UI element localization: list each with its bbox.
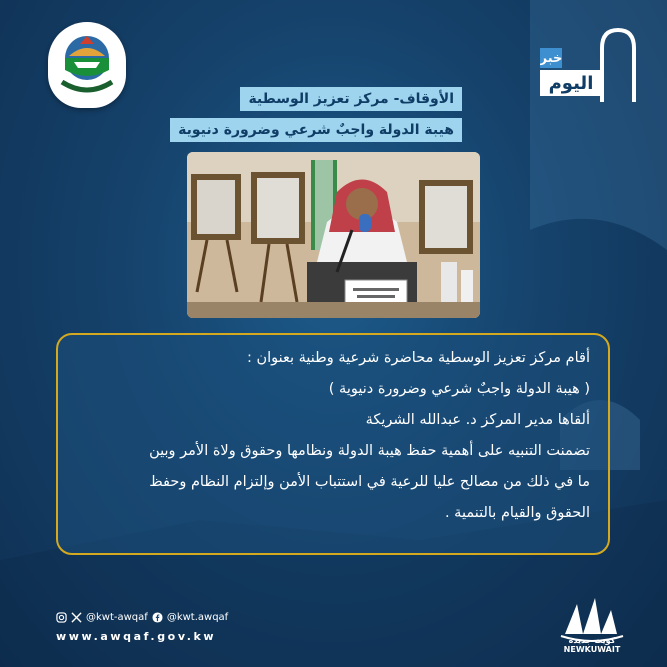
kuwait-emblem-icon <box>52 26 122 104</box>
svg-text:خبر: خبر <box>540 51 563 66</box>
handle-facebook[interactable]: @kwt.awqaf <box>166 612 229 623</box>
speaker-at-podium-photo <box>187 152 480 318</box>
body-line-5: ما في ذلك من مصالح عليا للرعية في استتباب الأمن وإلتزام النظام وحفظ <box>149 474 590 490</box>
body-line-2: ( هيبة الدولة واجبٌ شرعي وضرورة دنيوية ) <box>328 381 590 397</box>
instagram-icon[interactable] <box>56 612 67 623</box>
facebook-icon[interactable] <box>152 612 163 623</box>
body-line-6: الحقوق والقيام بالتنمية . <box>444 505 590 521</box>
svg-text:اليوم: اليوم <box>548 73 594 94</box>
body-line-1: أقام مركز تعزيز الوسطية محاضرة شرعية وطنية بعنوان : <box>246 350 590 366</box>
headline-title: الأوقاف- مركز تعزيز الوسطية <box>240 87 462 111</box>
social-handles <box>56 612 228 623</box>
article-text-box <box>56 333 610 555</box>
new-kuwait-label <box>557 636 627 654</box>
new-kuwait-arabic: كويت جديدة <box>568 636 616 645</box>
body-line-4: تضمنت التنبيه على أهمية حفظ هيبة الدولة ونظامها وحقوق ولاة الأمر وبين <box>149 443 590 459</box>
event-photo <box>187 152 480 318</box>
body-line-3: ألقاها مدير المركز د. عبدالله الشريكة <box>365 412 590 428</box>
x-twitter-icon[interactable] <box>71 612 82 623</box>
new-kuwait-english: NEWKUWAIT <box>563 645 621 654</box>
ministry-seal-logo <box>48 22 126 108</box>
khabar-alyawm-logo <box>540 26 640 104</box>
headline-subtitle: هيبة الدولة واجبٌ شرعي وضرورة دنيوية <box>170 118 462 142</box>
website-link[interactable]: www.awqaf.gov.kw <box>56 630 217 643</box>
handle-instagram-x[interactable]: @kwt-awqaf <box>86 612 148 623</box>
